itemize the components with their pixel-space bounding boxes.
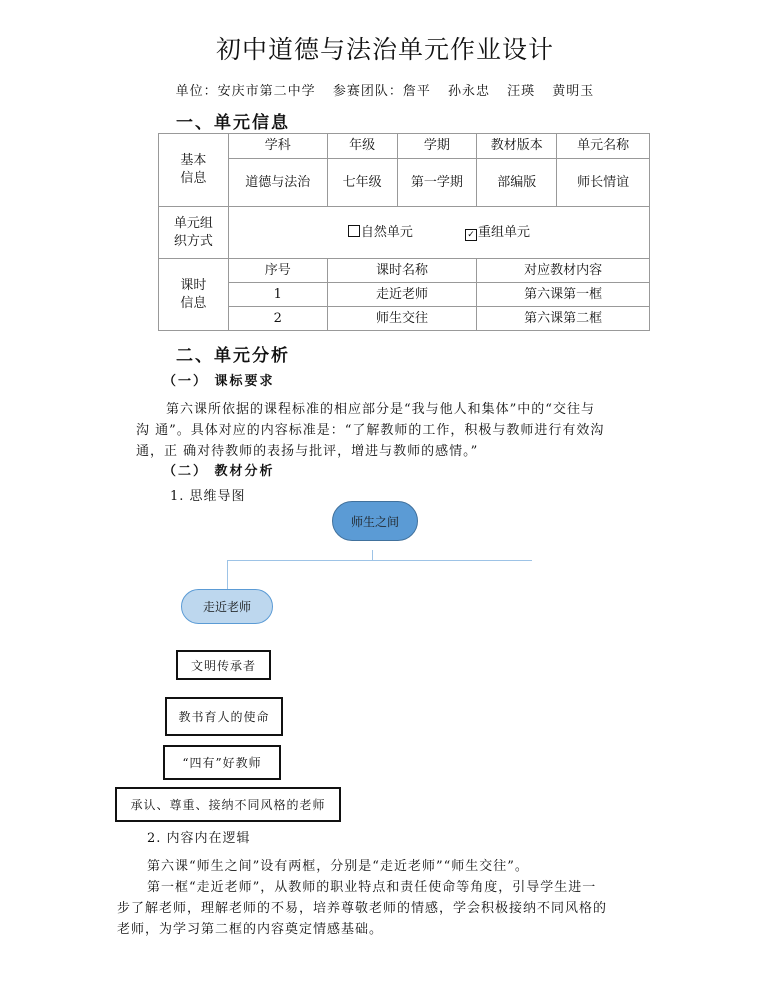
value-cell: 师长情谊 <box>557 159 650 207</box>
logic-label: 2. 内容内在逻辑 <box>147 831 251 846</box>
team-member: 黄明玉 <box>552 84 595 99</box>
lesson-header-cell: 课时名称 <box>327 259 477 283</box>
basic-info-label: 基本 信息 <box>159 134 229 207</box>
para-line: 通，正 确对待教师的表扬与批评，增进与教师的感情。” <box>136 444 479 459</box>
para-line: 第一框“走近老师”，从教师的职业特点和责任使命等角度，引导学生进一 <box>147 880 597 895</box>
lesson-row <box>159 307 650 331</box>
subsection-curriculum: （一） 课标要求 <box>163 374 275 389</box>
header-cell: 年级 <box>327 134 397 159</box>
checkbox-checked-icon[interactable]: ✓ <box>465 229 477 241</box>
connector-line <box>372 550 373 560</box>
mindmap-child-node: 走近老师 <box>181 589 273 624</box>
mindmap-box: “四有”好教师 <box>163 745 281 780</box>
header-cell: 学科 <box>228 134 327 159</box>
lesson-content: 第六课第二框 <box>477 307 650 331</box>
logic-paragraphs <box>117 856 657 940</box>
curriculum-paragraph <box>136 399 666 462</box>
subsection-textbook: （二） 教材分析 <box>163 464 275 479</box>
section1-heading: 一、单元信息 <box>176 113 290 133</box>
value-cell: 部编版 <box>477 159 557 207</box>
lesson-no: 1 <box>228 283 327 307</box>
value-cell: 七年级 <box>327 159 397 207</box>
org-label: 单元组 织方式 <box>159 207 229 259</box>
mindmap-label: 1. 思维导图 <box>170 489 246 504</box>
lesson-name: 师生交往 <box>327 307 477 331</box>
unit-label: 单位：安庆市第二中学 <box>175 84 316 99</box>
mindmap-root-node: 师生之间 <box>332 501 418 541</box>
team-member: 孙永忠 <box>447 84 490 99</box>
mindmap-box: 承认、尊重、接纳不同风格的老师 <box>115 787 341 822</box>
value-cell: 道德与法治 <box>228 159 327 207</box>
unit-info-table <box>158 133 650 331</box>
header-cell: 教材版本 <box>477 134 557 159</box>
org-option-label: 自然单元 <box>360 224 413 240</box>
para-line: 第六课“师生之间”设有两框，分别是“走近老师”“师生交往”。 <box>147 859 529 874</box>
value-cell: 第一学期 <box>397 159 477 207</box>
org-options <box>228 207 649 259</box>
mindmap-box: 教书育人的使命 <box>165 697 283 736</box>
lesson-info-label: 课时 信息 <box>159 259 229 331</box>
lesson-row <box>159 283 650 307</box>
document-title: 初中道德与法治单元作业设计 <box>215 35 554 64</box>
connector-line <box>227 560 532 561</box>
para-line: 第六课所依据的课程标准的相应部分是“我与他人和集体”中的“交往与 <box>166 402 595 417</box>
lesson-header-cell: 对应教材内容 <box>477 259 650 283</box>
para-line: 老师，为学习第二框的内容奠定情感基础。 <box>117 922 384 937</box>
lesson-content: 第六课第一框 <box>477 283 650 307</box>
org-option-natural[interactable] <box>348 225 417 240</box>
lesson-header-cell: 序号 <box>228 259 327 283</box>
org-option-label: 重组单元 <box>478 224 531 240</box>
team-member: 汪瑛 <box>507 84 536 99</box>
lesson-no: 2 <box>228 307 327 331</box>
lesson-name: 走近老师 <box>327 283 477 307</box>
header-cell: 单元名称 <box>557 134 650 159</box>
team-label: 参赛团队：詹平 <box>332 84 431 99</box>
section2-heading: 二、单元分析 <box>176 346 290 366</box>
para-line: 沟 通”。具体对应的内容标准是：“了解教师的工作，积极与教师进行有效沟 <box>136 423 605 438</box>
author-line <box>0 80 770 99</box>
checkbox-unchecked-icon[interactable] <box>348 225 360 237</box>
header-cell: 学期 <box>397 134 477 159</box>
connector-line <box>227 560 228 589</box>
para-line: 步了解老师，理解老师的不易，培养尊敬老师的情感，学会积极接纳不同风格的 <box>117 901 608 916</box>
mindmap-box: 文明传承者 <box>176 650 271 680</box>
org-option-regroup[interactable] <box>465 225 530 240</box>
